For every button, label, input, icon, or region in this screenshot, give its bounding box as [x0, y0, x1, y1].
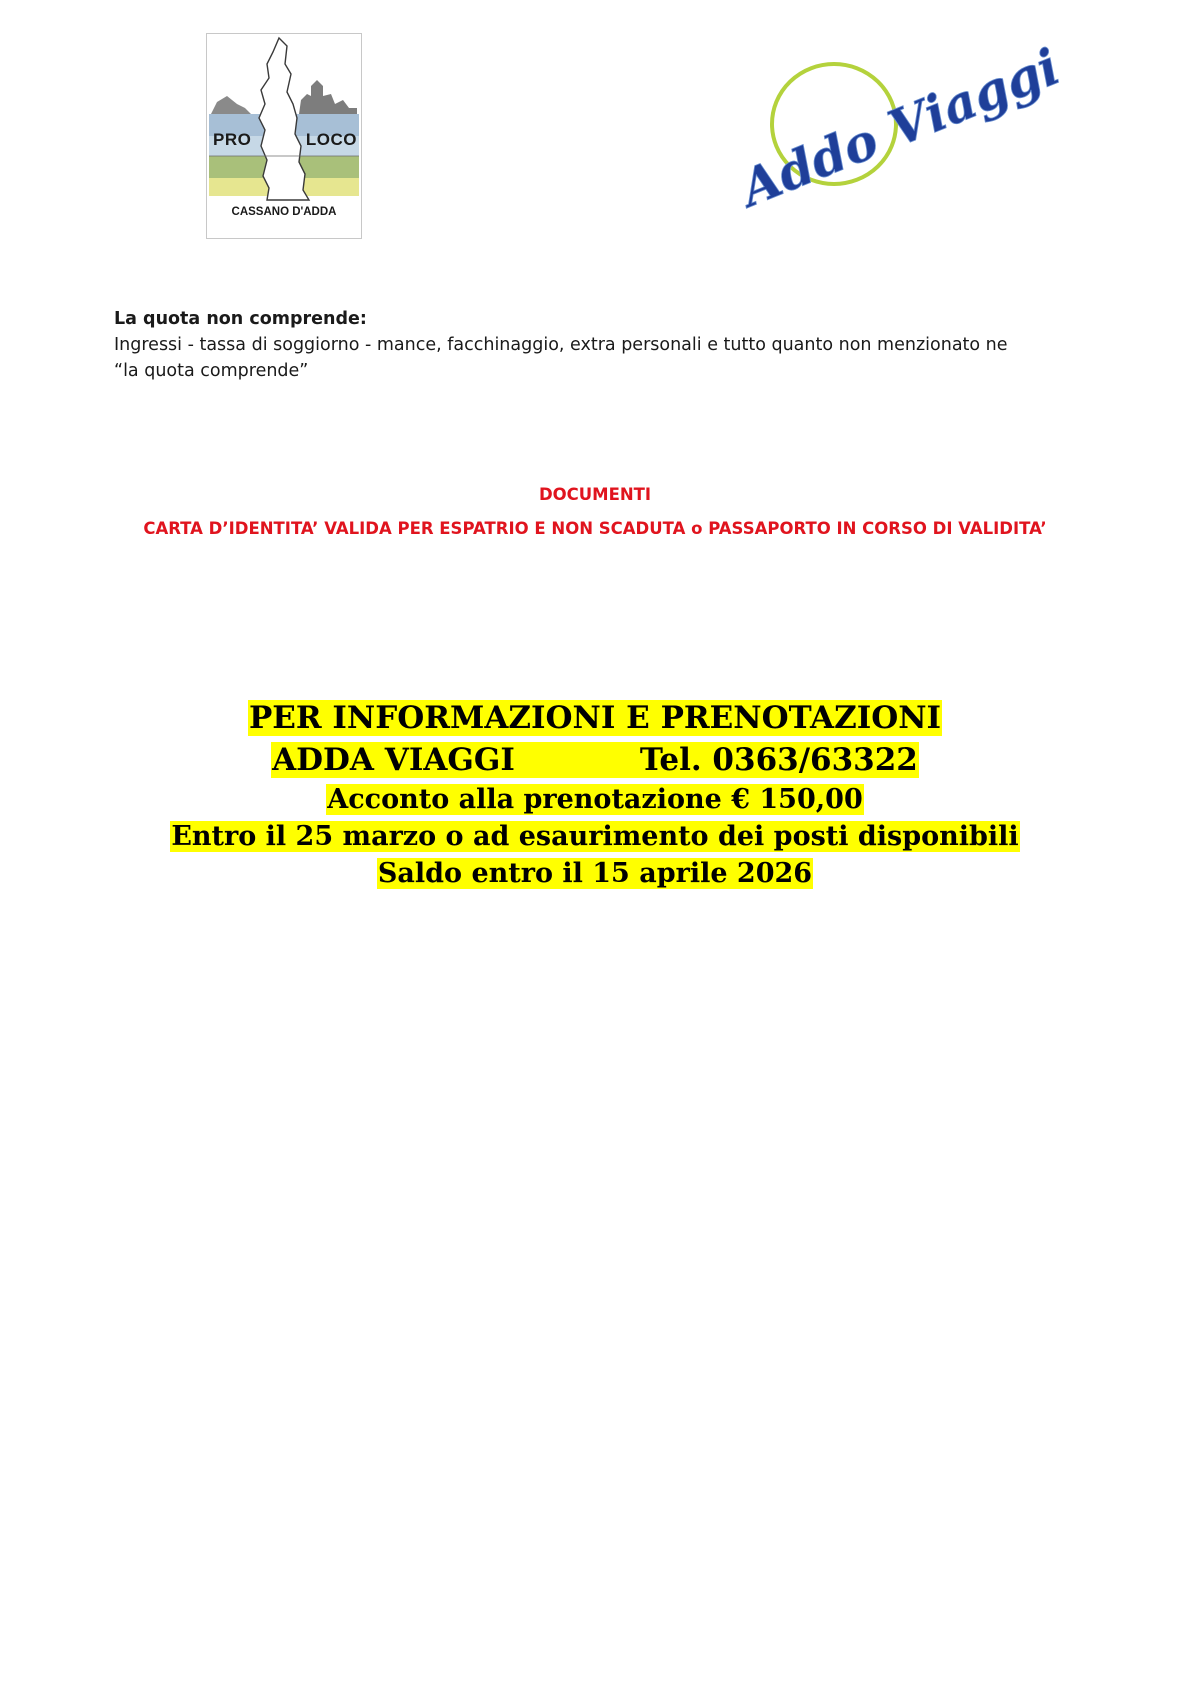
documents-section	[0, 478, 1190, 546]
proloco-left-label: PRO	[213, 130, 252, 149]
booking-section	[0, 697, 1190, 892]
documents-title: DOCUMENTI	[538, 485, 652, 504]
addo-viaggi-logo	[726, 36, 1068, 219]
booking-balance: Saldo entro il 15 aprile 2026	[377, 858, 813, 889]
exclusions-line-2: “la quota comprende”	[114, 361, 309, 381]
proloco-right-label: LOCO	[305, 130, 357, 149]
documents-text: CARTA D’IDENTITA’ VALIDA PER ESPATRIO E NON SCADUTA o PASSAPORTO IN CORSO DI VALIDITA’	[143, 519, 1047, 538]
exclusions-line-1: Ingressi - tassa di soggiorno - mance, facchinaggio, extra personali e tutto quanto non menzionato ne	[114, 335, 1008, 355]
exclusions-section	[114, 306, 1074, 384]
exclusions-title: La quota non comprende:	[114, 309, 367, 329]
booking-heading: PER INFORMAZIONI E PRENOTAZIONI	[248, 700, 942, 736]
booking-deposit: Acconto alla prenotazione € 150,00	[327, 784, 863, 815]
addo-viaggi-logo-text: Addo Viaggi	[732, 36, 1068, 219]
booking-deadline: Entro il 25 marzo o ad esaurimento dei posti disponibili	[171, 821, 1019, 852]
booking-agency: ADDA VIAGGI	[272, 742, 515, 778]
booking-agency-phone-line	[271, 742, 919, 778]
proloco-town-label: CASSANO D'ADDA	[231, 206, 337, 218]
proloco-logo	[206, 33, 362, 239]
booking-phone: Tel. 0363/63322	[639, 742, 918, 778]
